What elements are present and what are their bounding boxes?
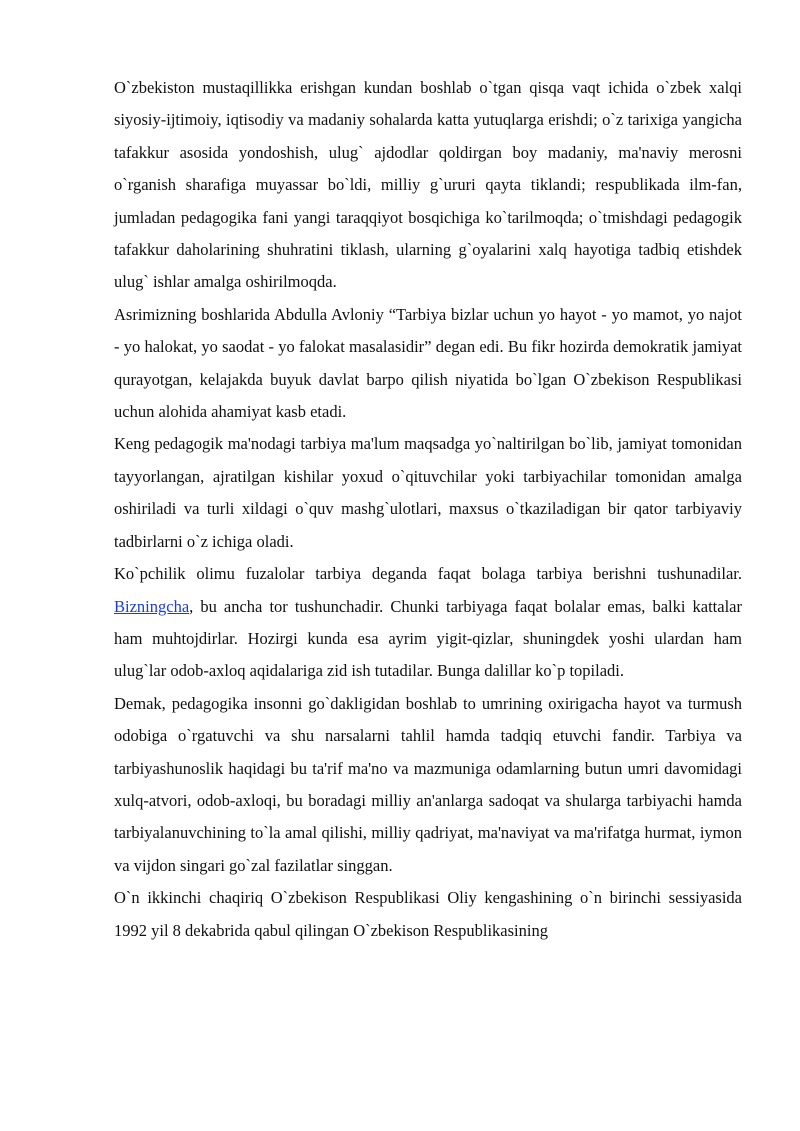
- paragraph-independence: O`zbekiston mustaqillikka erishgan kundan boshlab o`tgan qisqa vaqt ichida o`zbek xalqi siyosiy-ijtimoiy, iqtisodiy va madaniy sohalarda katta yutuqlarga erishdi; o`z tarixiga yangicha tafakkur asosida yondoshish, ulug` ajdodlar qoldirgan boy madaniy, ma'naviy merosni o`rganish sharafiga muyassar bo`ldi, milliy g`ururi qayta tiklandi; respublikada ilm-fan, jumladan pedagogika fani yangi taraqqiyot bosqichiga ko`tarilmoqda; o`tmishdagi pedagogik tafakkur daholarining shuhratini tiklash, ularning g`oyalarini xalq hayotiga tadbiq etishdek ulug` ishlar amalga oshirilmoqda.: [114, 78, 742, 292]
- paragraph-avloniy-quote: Asrimizning boshlarida Abdulla Avloniy “Tarbiya bizlar uchun yo hayot - yo mamot, yo najot - yo halokat, yo saodat - yo falokat masalasidir” degan edi. Bu fikr hozirda demokratik jamiyat qurayotgan, kelajakda buyuk davlat barpo qilish niyatida bo`lgan O`zbekison Respublikasi uchun alohida ahamiyat kasb etadi.: [114, 304, 742, 422]
- paragraph-parliament-session: O`n ikkinchi chaqiriq O`zbekison Respublikasi Oliy kengashining o`n birinchi sessiyasida 1992 yil 8 dekabrida qabul qilingan O`zbekison Respublikasining: [114, 888, 742, 940]
- paragraph-scholars-view-lead: Ko`pchilik olimu fuzalolar tarbiya deganda faqat bolaga tarbiya berishni tushunadilar.: [114, 564, 742, 584]
- bizningcha-link[interactable]: Bizningcha: [114, 596, 190, 616]
- paragraph-pedagogical-meaning: Keng pedagogik ma'nodagi tarbiya ma'lum maqsadga yo`naltirilgan bo`lib, jamiyat tomonidan tayyorlangan, ajratilgan kishilar yoxud o`qituvchilar yoki tarbiyachilar tomonidan amalga oshiriladi va turli xildagi o`quv mashg`ulotlari, maxsus o`tkaziladigan bir qator tarbiyaviy tadbirlarni o`z ichiga oladi.: [114, 434, 742, 551]
- paragraph-pedagogy-definition: Demak, pedagogika insonni go`dakligidan boshlab to umrining oxirigacha hayot va turmush odobiga o`rgatuvchi va shu narsalarni tahlil hamda tadqiq etuvchi fandir. Tarbiya va tarbiyashunoslik haqidagi bu ta'rif ma'no va mazmuniga odamlarning butun umri davomidagi xulq-atvori, odob-axloqi, bu boradagi milliy an'anlarga sadoqat va shularga tarbiyachi hamda tarbiyalanuvchining to`la amal qilishi, milliy qadriyat, ma'naviyat va ma'rifatga hurmat, iymon va vijdon singari go`zal fazilatlar singgan.: [114, 693, 742, 875]
- paragraph-scholars-view: [114, 558, 742, 688]
- document-page: [114, 72, 742, 947]
- paragraph-scholars-view-rest: , bu ancha tor tushunchadir. Chunki tarbiyaga faqat bolalar emas, balki kattalar ham muhtojdirlar. Hozirgi kunda esa ayrim yigit-qizlar, shuningdek yoshi ulardan ham ulug`lar odob-axloq aqidalariga zid ish tutadilar. Bunga dalillar ko`p topiladi.: [114, 596, 742, 681]
